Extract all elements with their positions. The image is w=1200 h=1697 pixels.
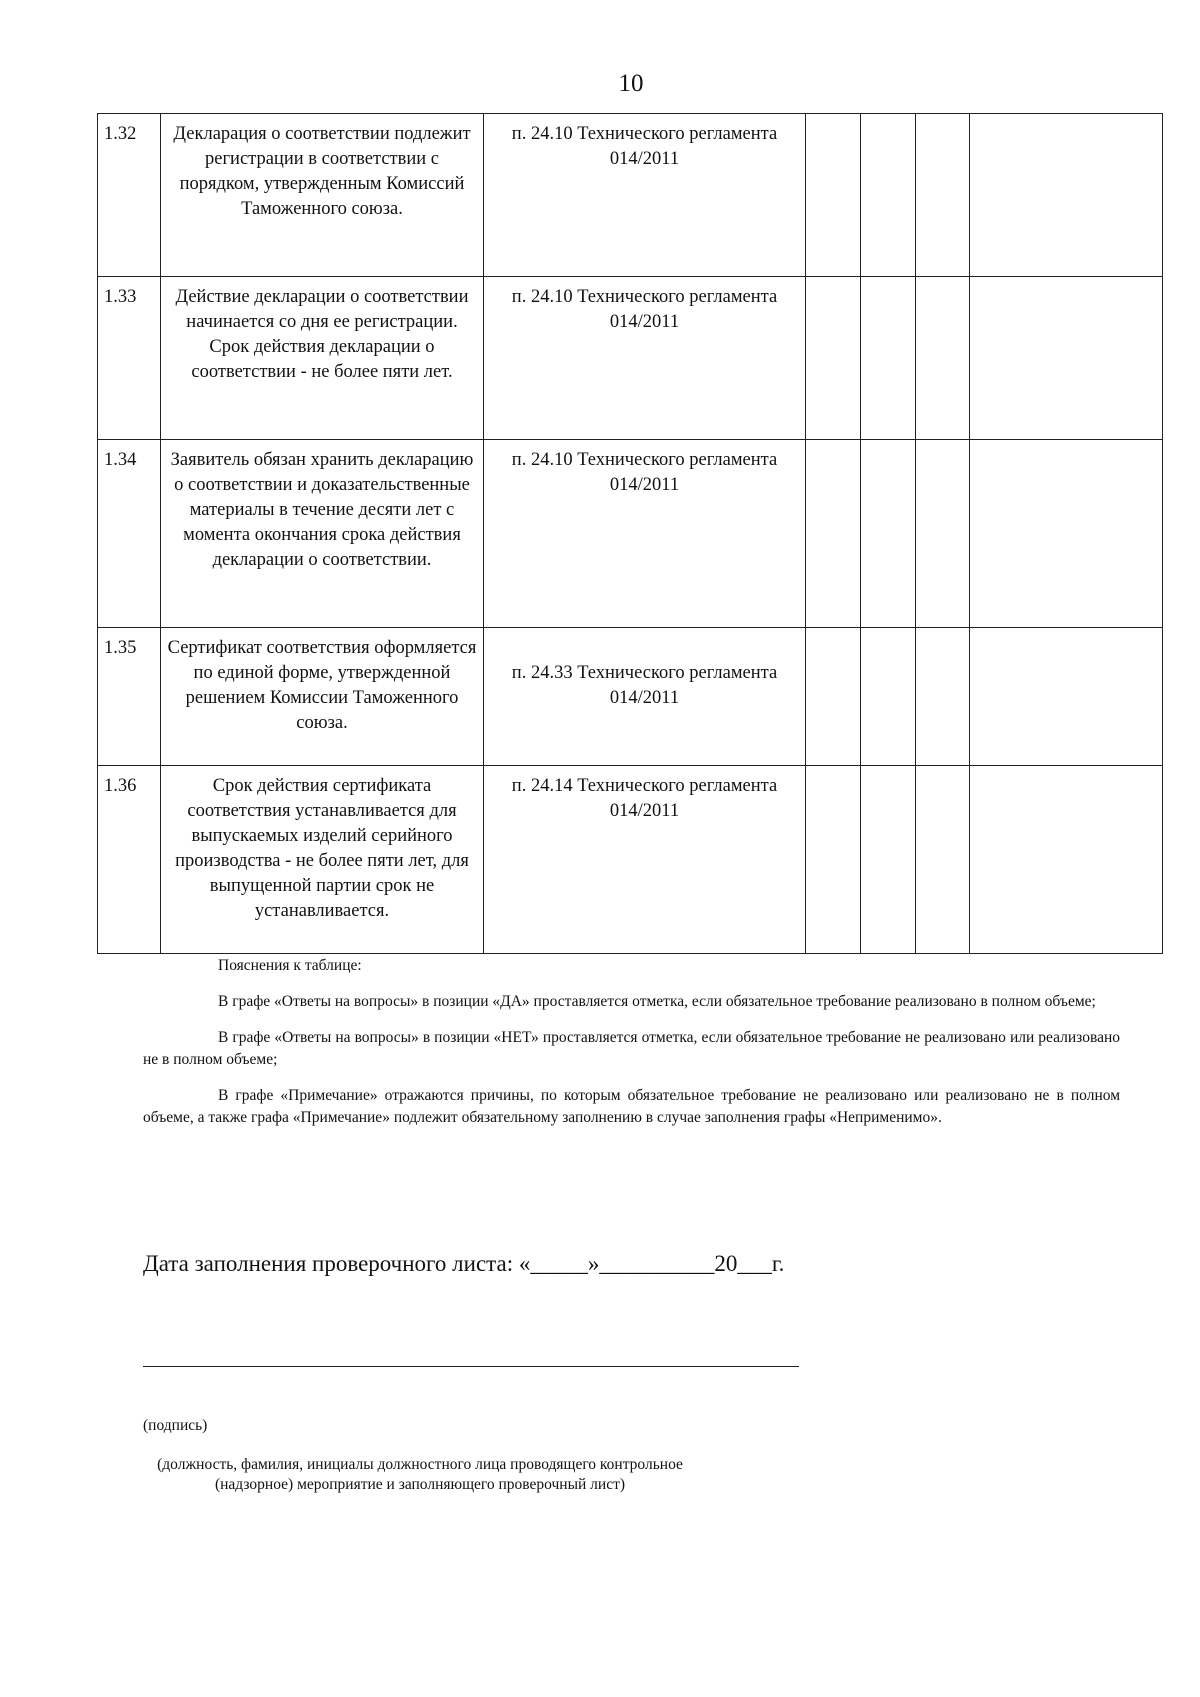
table-row bbox=[98, 440, 1163, 628]
table-row bbox=[98, 766, 1163, 954]
answer-yes-cell[interactable] bbox=[806, 114, 861, 277]
official-caption: (должность, фамилия, инициалы должностного лица проводящего контрольное (надзорное) мероприятие и заполняющего проверочный лист) bbox=[157, 1456, 683, 1493]
answer-yes-cell[interactable] bbox=[806, 628, 861, 766]
requirement-text: Сертификат соответствия оформляется по единой форме, утвержденной решением Комиссии Таможенного союза. bbox=[161, 628, 484, 766]
note-yes: В графе «Ответы на вопросы» в позиции «ДА» проставляется отметка, если обязательное требование реализовано в полном объеме; bbox=[218, 993, 1096, 1010]
table-row bbox=[98, 114, 1163, 277]
checklist-table bbox=[97, 113, 1163, 954]
regulation-reference: п. 24.10 Технического регламента 014/2011 bbox=[484, 114, 806, 277]
signature-label: (подпись) bbox=[143, 1417, 208, 1434]
table-row bbox=[98, 277, 1163, 440]
item-number: 1.36 bbox=[98, 766, 161, 954]
regulation-reference: п. 24.10 Технического регламента 014/2011 bbox=[484, 440, 806, 628]
note-no: В графе «Ответы на вопросы» в позиции «НЕТ» проставляется отметка, если обязательное требование не реализовано или реализовано не в полном объеме; bbox=[143, 1029, 1120, 1068]
answer-no-cell[interactable] bbox=[861, 440, 916, 628]
answer-no-cell[interactable] bbox=[861, 114, 916, 277]
regulation-reference: п. 24.33 Технического регламента 014/2011 bbox=[484, 628, 806, 766]
signature-line bbox=[143, 1366, 799, 1367]
answer-no-cell[interactable] bbox=[861, 277, 916, 440]
answer-no-cell[interactable] bbox=[861, 766, 916, 954]
note-cell[interactable] bbox=[970, 628, 1163, 766]
requirement-text: Действие декларации о соответствии начинается со дня ее регистрации. Срок действия декларации о соответствии - не более пяти лет. bbox=[161, 277, 484, 440]
table-row bbox=[98, 628, 1163, 766]
item-number: 1.32 bbox=[98, 114, 161, 277]
regulation-reference: п. 24.10 Технического регламента 014/2011 bbox=[484, 277, 806, 440]
item-number: 1.34 bbox=[98, 440, 161, 628]
note-cell[interactable] bbox=[970, 277, 1163, 440]
item-number: 1.35 bbox=[98, 628, 161, 766]
answer-yes-cell[interactable] bbox=[806, 277, 861, 440]
note-cell[interactable] bbox=[970, 766, 1163, 954]
regulation-reference: п. 24.14 Технического регламента 014/2011 bbox=[484, 766, 806, 954]
item-number: 1.33 bbox=[98, 277, 161, 440]
requirement-text: Декларация о соответствии подлежит регистрации в соответствии с порядком, утвержденным Комиссий Таможенного союза. bbox=[161, 114, 484, 277]
answer-no-cell[interactable] bbox=[861, 628, 916, 766]
not-applicable-cell[interactable] bbox=[916, 277, 970, 440]
requirement-text: Срок действия сертификата соответствия устанавливается для выпускаемых изделий серийного производства - не более пяти лет, для выпущенной партии срок не устанавливается. bbox=[161, 766, 484, 954]
note-cell[interactable] bbox=[970, 114, 1163, 277]
answer-yes-cell[interactable] bbox=[806, 766, 861, 954]
note-cell[interactable] bbox=[970, 440, 1163, 628]
page-number: 10 bbox=[618, 70, 644, 97]
table-notes bbox=[143, 955, 1120, 1129]
note-remark: В графе «Примечание» отражаются причины, по которым обязательное требование не реализовано или реализовано не в полном объеме, а также графа «Примечание» подлежит обязательному заполнению в случае заполнения графы «Неприменимо». bbox=[143, 1087, 1120, 1126]
notes-title: Пояснения к таблице: bbox=[218, 957, 362, 974]
not-applicable-cell[interactable] bbox=[916, 440, 970, 628]
not-applicable-cell[interactable] bbox=[916, 114, 970, 277]
fill-date-line: Дата заполнения проверочного листа: «_____»__________20___г. bbox=[143, 1251, 785, 1276]
not-applicable-cell[interactable] bbox=[916, 766, 970, 954]
requirement-text: Заявитель обязан хранить декларацию о соответствии и доказательственные материалы в течение десяти лет с момента окончания срока действия декларации о соответствии. bbox=[161, 440, 484, 628]
not-applicable-cell[interactable] bbox=[916, 628, 970, 766]
answer-yes-cell[interactable] bbox=[806, 440, 861, 628]
